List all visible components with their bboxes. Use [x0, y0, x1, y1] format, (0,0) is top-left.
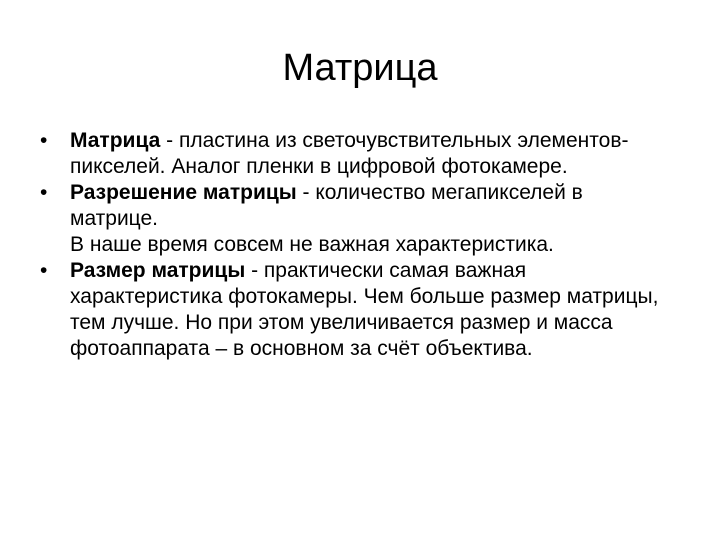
bullet-icon: •	[40, 129, 48, 152]
bullet-term: Размер матрицы	[70, 259, 246, 282]
bullet-text: - количество мегапикселей в матрице.	[70, 181, 583, 230]
bullet-list	[36, 128, 676, 362]
bullet-text: - пластина из светочувствительных элементов-пикселей. Аналог пленки в цифровой фотокамере.	[70, 129, 629, 178]
bullet-term: Разрешение матрицы	[70, 181, 297, 204]
bullet-item-size	[36, 258, 676, 362]
bullet-text: - практически самая важная характеристика фотокамеры. Чем больше размер матрицы, тем лучше. Но при этом увеличивается размер и масса фотоаппарата – в основном за счёт объектива.	[70, 259, 659, 360]
bullet-item-resolution	[36, 180, 676, 258]
bullet-icon: •	[40, 259, 48, 282]
slide-title: Матрица	[282, 47, 438, 89]
bullet-icon: •	[40, 181, 48, 204]
bullet-term: Матрица	[70, 129, 161, 152]
bullet-item-matrix	[36, 128, 676, 180]
bullet-extra-text: В наше время совсем не важная характеристика.	[70, 233, 554, 256]
